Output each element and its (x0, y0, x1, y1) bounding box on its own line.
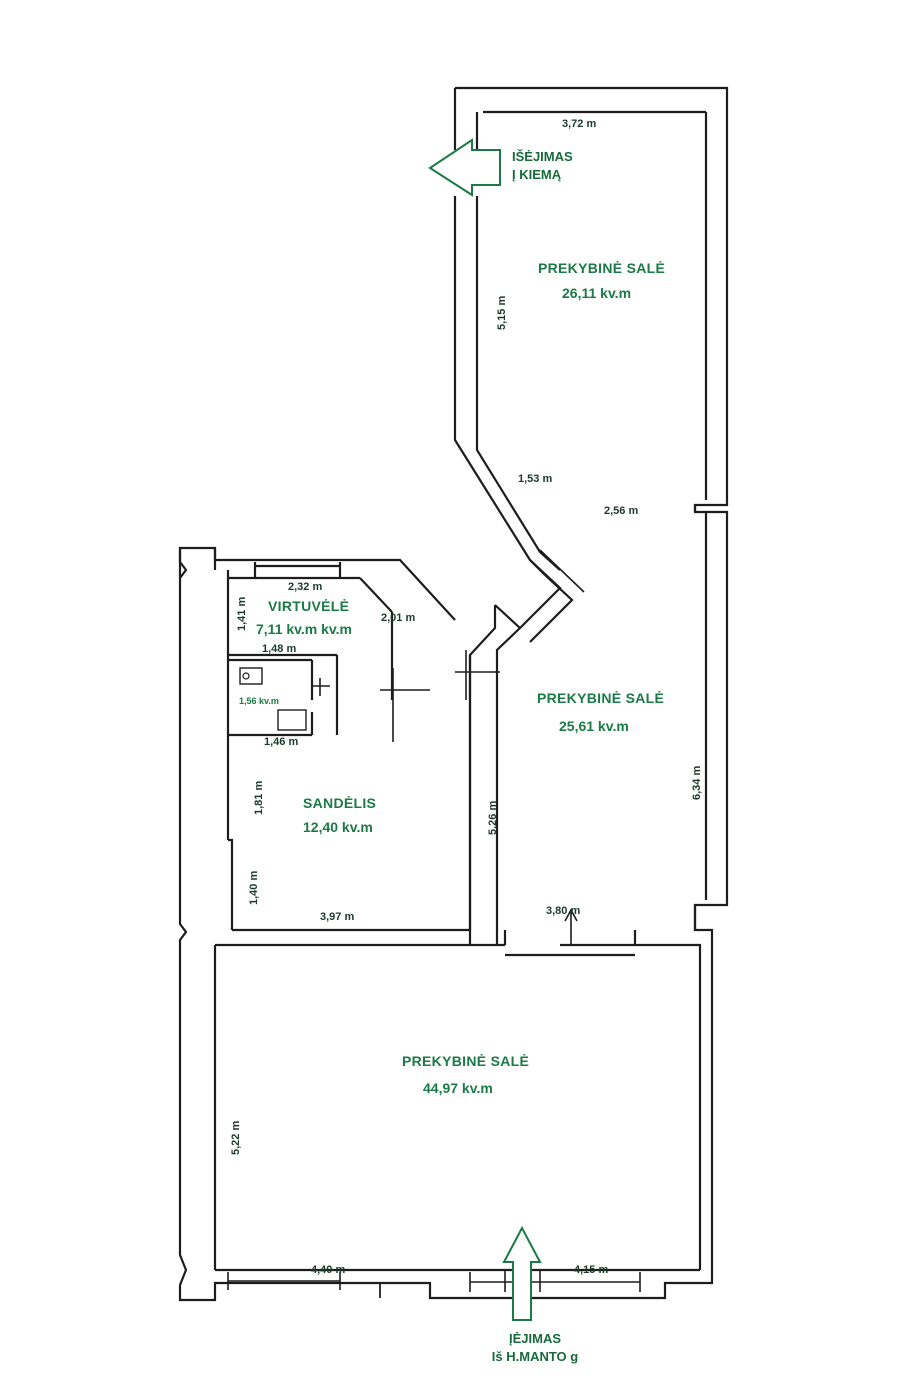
room-area-prekybine-sale-middle: 25,61 kv.m (559, 718, 629, 734)
dimension-storage-left-upper: 1,81 m (253, 780, 265, 815)
dimension-passage-width: 3,80 m (546, 905, 581, 917)
room-label-prekybine-sale-middle: PREKYBINĖ SALĖ (537, 690, 665, 706)
marker-exit-yard (512, 148, 573, 183)
dimension-kitchen-width: 2,32 m (288, 581, 323, 593)
dimension-diagonal-right: 2,56 m (604, 505, 639, 517)
marker-entrance-manto-line1: ĮĖJIMAS (508, 1331, 561, 1346)
dimension-storage-bottom: 3,97 m (320, 911, 355, 923)
entrance-arrow-icon (504, 1228, 540, 1320)
room-label-virtuvele: VIRTUVĖLĖ (268, 598, 350, 614)
marker-exit-yard-line2: Į KIEMĄ (512, 166, 562, 182)
dimension-wc-width: 1,48 m (262, 643, 297, 655)
room-area-prekybine-sale-top: 26,11 kv.m (562, 285, 632, 301)
room-area-prekybine-sale-bottom: 44,97 kv.m (423, 1080, 493, 1096)
dimension-diagonal-upper: 1,53 m (518, 473, 553, 485)
room-area-virtuvele: 7,11 kv.m kv.m (256, 621, 352, 637)
room-label-prekybine-sale-bottom: PREKYBINĖ SALĖ (402, 1053, 530, 1069)
dimension-bottom-width-right: 4,15 m (574, 1264, 609, 1276)
room-area-wc: 1,56 kv.m (239, 696, 279, 706)
dimension-bottom-width-left: 4,40 m (311, 1264, 346, 1276)
exit-yard-arrow-icon (430, 140, 500, 195)
room-area-sandelis: 12,40 kv.m (303, 819, 373, 835)
dimension-kitchen-left-height: 1,41 m (236, 596, 248, 631)
dimension-bottom-left-height: 5,22 m (230, 1120, 242, 1155)
dimension-top-width: 3,72 m (562, 118, 597, 130)
dimension-top-left-height: 5,15 m (496, 295, 508, 330)
marker-entrance-manto-line2: Iš H.MANTO g (491, 1348, 579, 1364)
room-label-prekybine-sale-top: PREKYBINĖ SALĖ (538, 260, 666, 276)
marker-entrance-manto (470, 1330, 600, 1365)
dimension-middle-left-height: 5,26 m (487, 800, 499, 835)
dimension-storage-left-lower: 1,40 m (248, 870, 260, 905)
room-label-sandelis: SANDĖLIS (303, 795, 377, 811)
dimension-kitchen-diagonal: 2,01 m (381, 612, 416, 624)
dimension-wc-bottom-width: 1,46 m (264, 736, 299, 748)
dimension-middle-right-height: 6,34 m (691, 765, 703, 800)
marker-exit-yard-line1: IŠĖJIMAS (512, 149, 573, 164)
